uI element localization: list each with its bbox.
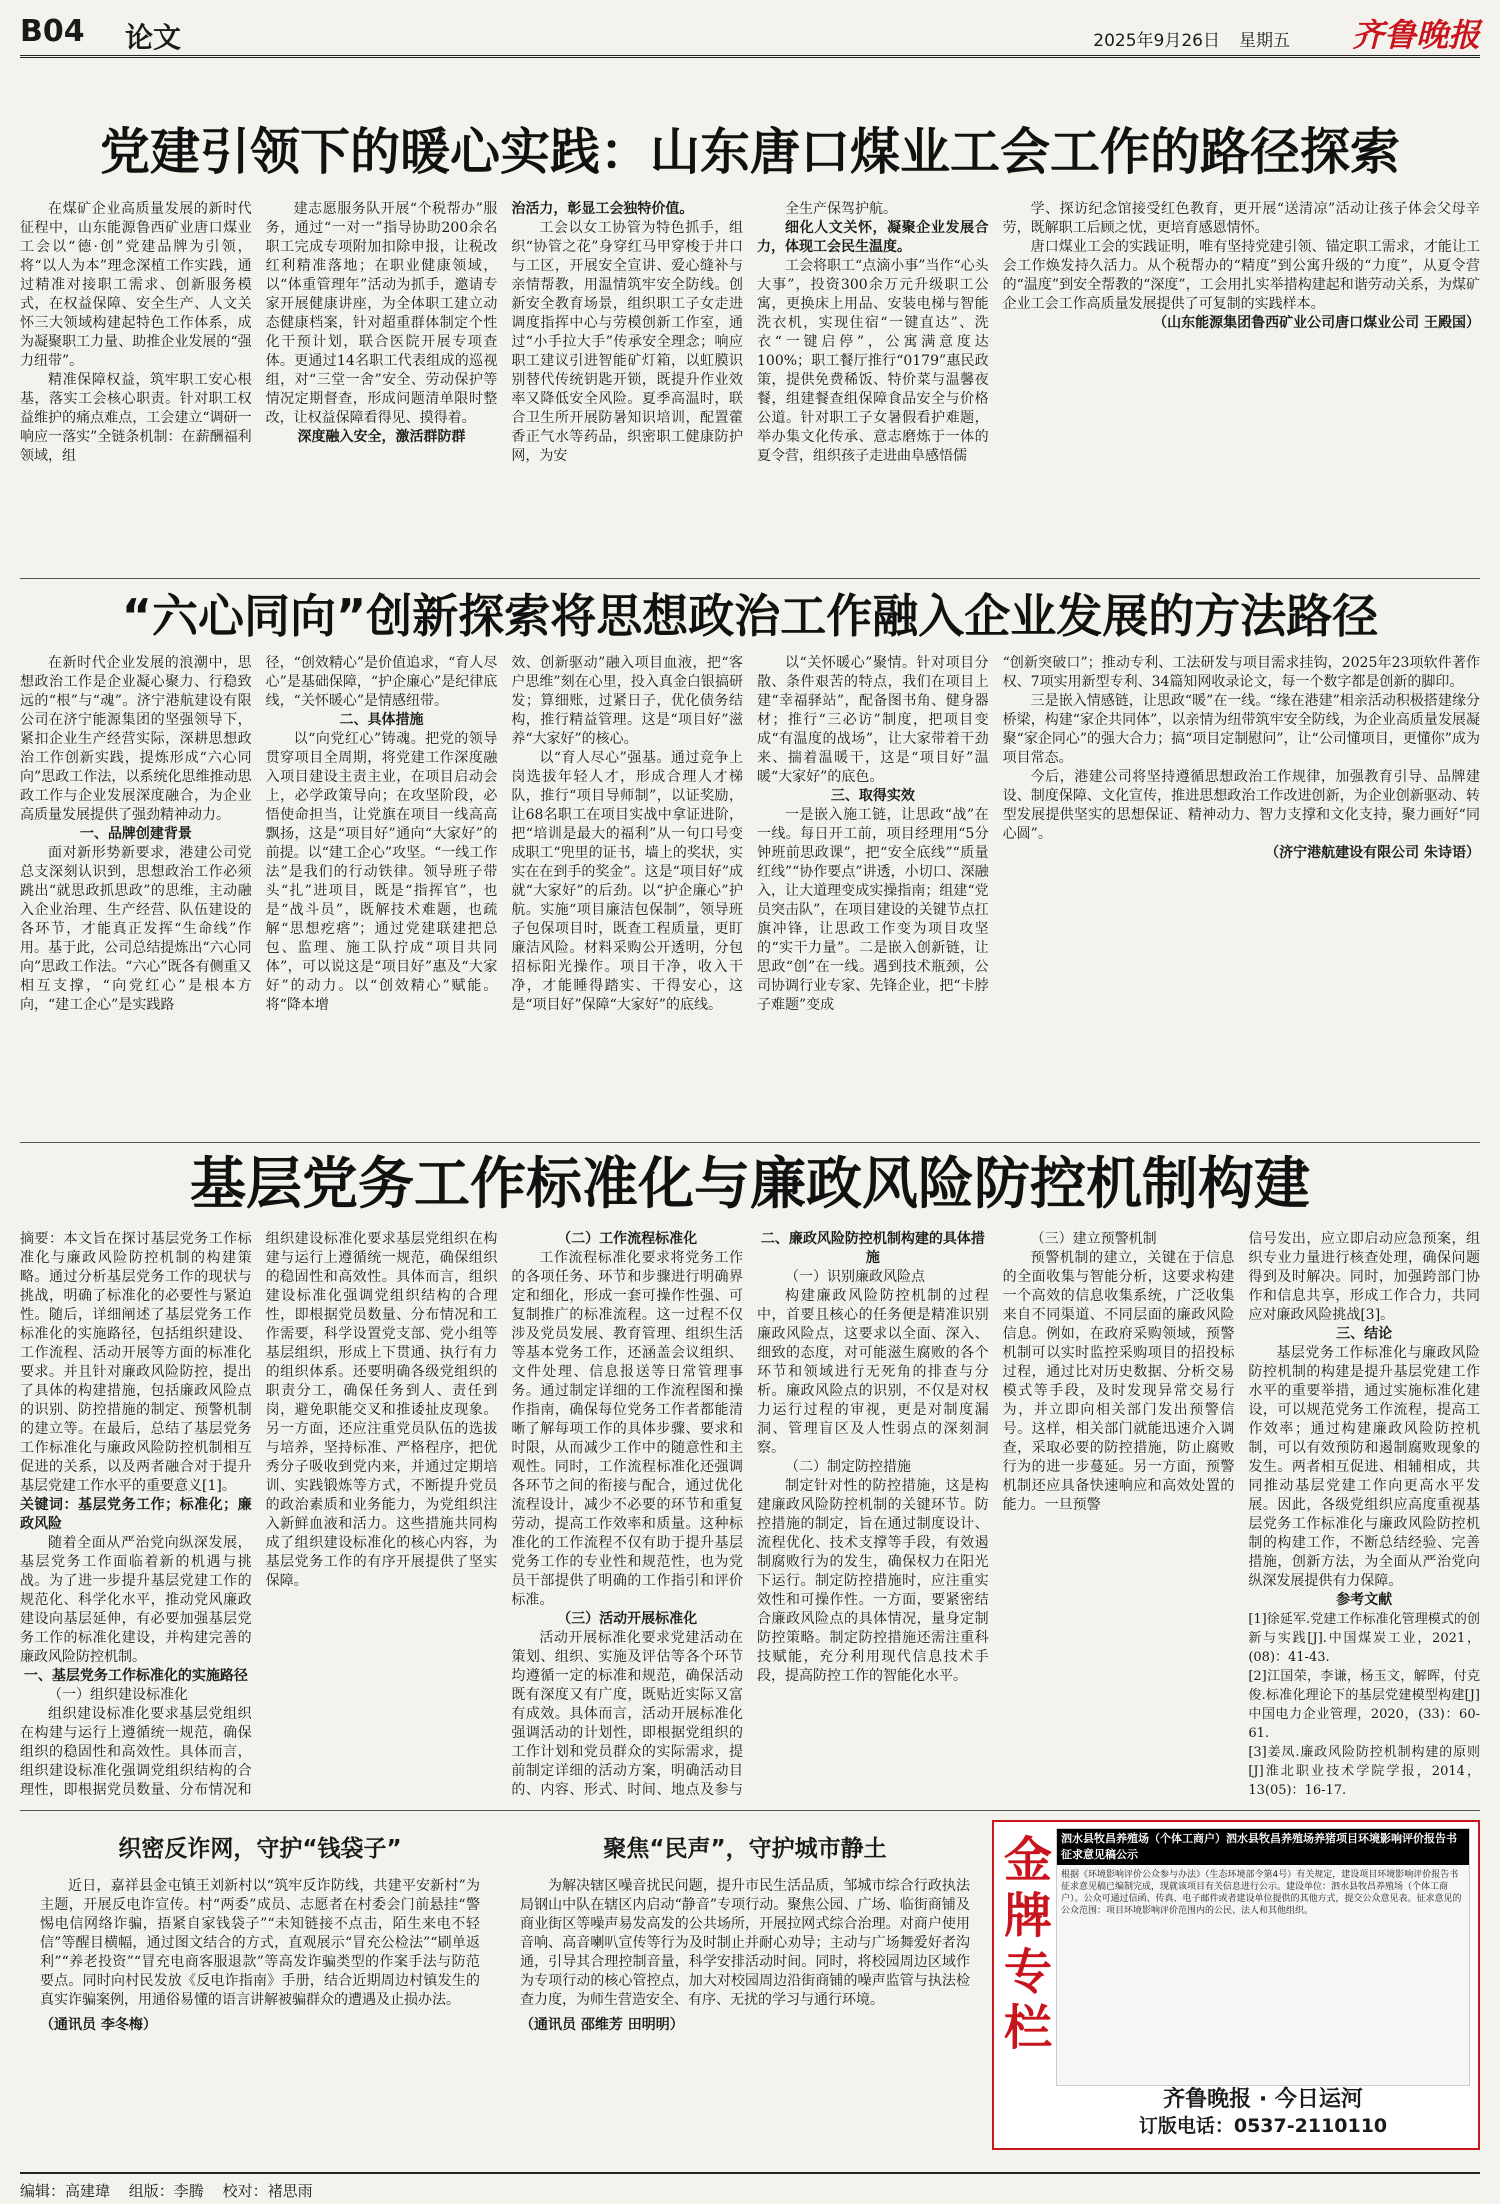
article2-para: 径，“创效精心”是价值追求，“育人尽心”是基础保障，“护企廉心”是纪律底线，“关怀暖心”是情感纽带。: [265, 655, 498, 709]
article3-para: 工作流程标准化要求将党务工作的各项任务、环节和步骤进行明确界定和细化，形成一套可操作性强、可复制推广的标准流程。这一过程不仅涉及党员发展、教育管理、组织生活等基本党务工作，还涵盖会议组织、文件处理、信息报送等日常管理事务。通过制定详细的工作流程图和操作指南，确保每位党务工作者都能清晰了解每项工作的具体步骤、要求和时限，从而减少工作中的随意性和主观性。同时，工作流程标准化还强调各环节之间的衔接与配合，通过优化流程设计，减少不必要的环节和重复劳动，提高工作效率和质量。这种标准化的工作流程不仅有助于提升基层党务工作的专业性和规范性，也为党员干部提供了明确的工作指引和评价标准。: [511, 1250, 743, 1608]
article3-reference: [3]姜凤.廉政风险防控机制构建的原则[J]淮北职业技术学院学报，2014，13(05)：16-17.: [1248, 1745, 1480, 1798]
article1-para: 工会将职工“点滴小事”当作“心头大事”，投资300余万元升级职工公寓，更换床上用品、安装电梯与智能洗衣机，实现住宿“一键直达”、洗衣“一键启停”，公寓满意度达100%；职工餐厅推行“0179”惠民政策，提供免费稀饭、特价菜与温馨夜餐，组建餐查组保障食品安全与价格公道。针对职工子女暑假看护难题，举办集文化传承、意志磨炼于一体的夏令营，组织孩子走进曲阜感悟儒: [757, 258, 989, 464]
ad-footer: [1056, 2086, 1470, 2142]
article2-subhead: 一、品牌创建背景: [79, 826, 192, 842]
article3-subhead: （一）识别廉政风险点: [785, 1269, 925, 1285]
article2-para: 在新时代企业发展的浪潮中，思想政治工作是企业凝心聚力、行稳致远的“根”与“魂”。济宁港航建设有限公司在济宁能源集团的坚强领导下，紧扣企业生产经营实际，深耕思想政治工作创新实践，提炼形成“六心同向”思政工作法，以系统化思维推动思政工作与企业发展深度融合，为企业高质量发展提供了强劲精神动力。: [20, 655, 252, 823]
article3-para: 组织建设标准化要求基层党组织在构建与运行上遵循统一规范，确保组织的稳固性和高效性。具体而言，组织建设标准化强调党组织结构的合理性，即根据党员数量、分布情况和工作需要，科学设置党支部、党小组等基层组织，形成上下贯通、执行有力的组织体系。还要明确各级党组织的职责分工，确保任务到人、责任到岗，避免职能交叉和推诿扯皮现象。另一方面，还应注重党员队伍的选拔与培养，坚持标准、严格程序，把优秀分子吸收到党内来，并通过定期培训、实践锻炼等方式，不断提升党员的政治素质和业务能力，为党组织注入新鲜血液和活力。这些措施共同构成了组织建设标准化的核心内容，为基层党务工作的有序开展提供了坚实保障。: [265, 1231, 498, 1589]
footer-layout: 组版：李腾: [128, 2182, 204, 2200]
brief2-body: 为解决辖区噪音扰民问题，提升市民生活品质，邹城市综合行政执法局钢山中队在辖区内启动“静音”专项行动。聚焦公园、广场、临街商铺及商业街区等噪声易发高发的公共场所，开展拉网式综合治理。对商户使用音响、高音喇叭宣传等行为及时制止并耐心劝导；主动与广场舞爱好者沟通，引导其合理控制音量，科学安排活动时间。同时，将校园周边区域作为专项行动的核心管控点，加大对校园周边沿街商铺的噪声监管与执法检查力度，为师生营造安全、有序、无扰的学习与通行环境。: [520, 1878, 970, 2008]
article1-para: 唐口煤业工会的实践证明，唯有坚持党建引领、锚定职工需求，才能让工会工作焕发持久活力。从个税帮办的“精度”到公寓升级的“力度”，从夏令营的“温度”到安全帮教的“深度”，工会用扎实举措构建起和谐劳动关系，为煤矿企业工会工作高质量发展提供了可复制的实践样本。: [1002, 239, 1480, 312]
footer-editor: 编辑：高建瑋: [20, 2182, 111, 2200]
article2-para: 一是嵌入施工链，让思政“战”在一线。每日开工前，项目经理用“5分钟班前思政课”，把“安全底线”“质量红线”“协作要点”讲透，小切口、深融入，让大道理变成实操指南；组建“党员突击队”，在项目建设的关键节点扛旗冲锋，让思政工作变为项目攻坚的“实干力量”。二是嵌入创新链，让思政“创”在一线。遇到技术瓶颈，公司协调行业专家、先锋企业，把“卡脖子难题”变成: [757, 807, 989, 1013]
article3-keywords: 关键词：基层党务工作；标准化；廉政风险: [20, 1497, 252, 1532]
ad-brand: 齐鲁晚报 · 今日运河: [1163, 2087, 1363, 2112]
article2-para: 面对新形势新要求，港建公司党总支深刻认识到，思想政治工作必须跳出“就思政抓思政”的思维，主动融入企业治理、生产经营、队伍建设的各环节，才能真正发挥“生命线”作用。基于此，公司总结提炼出“六心同向”思政工作法。“六心”既各有侧重又相互支撑，“向党红心”是根本方向，“建工企心”是实践路: [20, 845, 252, 1013]
article3-subhead: （三）建立预警机制: [1030, 1231, 1157, 1247]
article2-para: 效、创新驱动”融入项目血液，把“客户思维”刻在心里，投入真金白银搞研发；算细账，过紧日子，优化债务结构，推行精益管理。这是“项目好”滋养“大家好”的核心。: [511, 655, 743, 747]
article1-para: 精准保障权益，筑牢职工安心根基，落实工会核心职责。针对职工权益维护的痛点难点，工会建立“调研一响应一落实”全链条机制：在薪酬福利领域，组: [20, 372, 252, 464]
article1-para: 在煤矿企业高质量发展的新时代征程中，山东能源鲁西矿业唐口煤业工会以“德·创”党建品牌为引领，将“以人为本”理念深植工作实践，通过精准对接职工需求、创新服务模式，在权益保障、安全生产、人文关怀三大领域构建起特色工作体系，成为凝聚职工力量、助推企业发展的“强力纽带”。: [20, 201, 252, 369]
article3-col6: [1248, 1230, 1480, 1800]
brief1-title: 织密反诈网，守护“钱袋子”: [118, 1836, 402, 1862]
article1-col2: [266, 200, 498, 570]
article2-para: 以“关怀暖心”聚情。针对项目分散、条件艰苦的特点，我们在项目上建“幸福驿站”，配备图书角、健身器材；推行“三必访”制度，把项目变成“有温度的战场”，让大家带着干劲来、揣着温暖干，这是“项目好”温暖“大家好”的底色。: [757, 655, 989, 785]
section-name: 论文: [125, 21, 182, 54]
article3-para: 信号发出，应立即启动应急预案，组织专业力量进行核查处理，确保问题得到及时解决。同时，加强跨部门协作和信息共享，形成工作合力，共同应对廉政风险挑战[3]。: [1248, 1231, 1480, 1323]
issue-date: 2025年9月26日: [1093, 31, 1220, 51]
article1-para: 全生产保驾护航。: [785, 201, 897, 217]
article1-subhead: 细化人文关怀，凝聚企业发展合力，体现工会民生温度。: [757, 220, 989, 255]
footer-proof: 校对：褚思雨: [222, 2182, 313, 2200]
article3-title: 基层党务工作标准化与廉政风险防控机制构建: [190, 1152, 1310, 1217]
article3-para: 组织建设标准化要求基层党组织在构建与运行上遵循统一规范，确保组织的稳固性和高效性。具体而言，组织建设标准化强调党组织结构的合理性，即根据党员数量、分布情况和: [20, 1706, 252, 1798]
article3-para: 预警机制的建立，关键在于信息的全面收集与智能分析，这要求构建一个高效的信息收集系统，广泛收集来自不同渠道、不同层面的廉政风险信息。例如，在政府采购领域，预警机制可以实时监控采购项目的招投标过程，通过比对历史数据、分析交易模式等手段，及时发现异常交易行为，并立即向相关部门发出预警信号。这样，相关部门就能迅速介入调查，采取必要的防控措施，防止腐败行为的进一步蔓延。另一方面，预警机制还应具备快速响应和高效处置的能力。一旦预警: [1002, 1250, 1235, 1513]
brief-article-2: [520, 1830, 970, 2130]
article3-subhead: 一、基层党务工作标准化的实施路径: [23, 1668, 248, 1684]
article3-para: 活动开展标准化要求党建活动在策划、组织、实施及评估等各个环节均遵循一定的标准和规范，确保活动既有深度又有广度，既贴近实际又富有成效。具体而言，活动开展标准化强调活动的计划性，即根据党组织的工作计划和党员群众的实际需求，提前制定详细的活动方案，明确活动目的、内容、形式、时间、地点及参与: [511, 1630, 743, 1798]
article2-para: 三是嵌入情感链，让思政“暖”在一线。“缘在港建”相亲活动积极搭建缘分桥梁，构建“家企共同体”，以亲情为纽带筑牢安全防线，为企业高质量发展凝聚“家企同心”的强大合力；搞“项目定制慰问”，让“公司懂项目，更懂你”成为项目常态。: [1002, 693, 1480, 766]
article3-refs-title: 参考文献: [1336, 1592, 1393, 1608]
article2-body: [20, 654, 1480, 1136]
brief-article-1: [40, 1830, 480, 2130]
ad-notice: [1056, 1828, 1470, 2086]
article1-col4: [757, 200, 989, 570]
article3-subhead: （一）组织建设标准化: [48, 1687, 188, 1703]
article1-para: 工会以女工协管为特色抓手，组织“协管之花”身穿红马甲穿梭于井口与工区，开展安全宣讲、爱心缝补与亲情帮教，用温情筑牢安全防线。创新安全教育场景，组织职工子女走进调度指挥中心与劳模创新工作室，通过“小手拉大手”传承安全理念；响应职工建议引进智能矿灯箱，以虹膜识别替代传统钥匙开锁，既提升作业效率又降低安全风险。夏季高温时，联合卫生所开展防暑知识培训，配置藿香正气水等药品，织密职工健康防护网，为安: [511, 220, 743, 464]
article1-col3: [511, 200, 743, 570]
article3-col4: [757, 1230, 989, 1800]
article3-subhead: （二）制定防控措施: [785, 1459, 911, 1475]
brief1-author: （通讯员 李冬梅）: [40, 2017, 157, 2033]
article3-para: 制定针对性的防控措施，这是构建廉政风险防控机制的关键环节。防控措施的制定，旨在通过制度设计、流程优化、技术支撑等手段，有效遏制腐败行为的发生，确保权力在阳光下运行。制定防控措施时，应注重实效性和可操作性。一方面，要紧密结合廉政风险点的具体情况，量身定制防控策略。制定防控措施还需注重科技赋能，充分利用现代信息技术手段，提高防控工作的智能化水平。: [757, 1478, 989, 1684]
article1-title: 党建引领下的暖心实践：山东唐口煤业工会工作的路径探索: [100, 123, 1400, 181]
article1-subhead: 治活力，彰显工会独特价值。: [511, 201, 694, 217]
article1-col1: [20, 200, 252, 570]
article3-reference: [2]江国荣，李谦，杨玉文，解晖，付克俊.标准化理论下的基层党建模型构建[J]中国电力企业管理，2020，(33)：60-61.: [1248, 1669, 1480, 1741]
article1-para: 学、探访纪念馆接受红色教育，更开展“送清凉”活动让孩子体会父母辛劳，既解职工后顾之忧，更培育感恩情怀。: [1002, 201, 1480, 236]
article3-subhead: （二）工作流程标准化: [557, 1231, 698, 1247]
brief2-author: （通讯员 邵维芳 田明明）: [520, 2017, 684, 2033]
issue-weekday: 星期五: [1239, 31, 1290, 51]
ad-notice-title: 泗水县牧昌养殖场（个体工商户）泗水县牧昌养殖场养猪项目环境影响评价报告书征求意见稿公示: [1057, 1829, 1469, 1865]
article3-col1: [20, 1230, 252, 1800]
article3-subhead: （三）活动开展标准化: [557, 1611, 698, 1627]
article3-para: 构建廉政风险防控机制的过程中，首要且核心的任务便是精准识别廉政风险点，这要求以全面、深入、细致的态度，对可能滋生腐败的各个环节和领域进行无死角的排查与分析。廉政风险点的识别，不仅是对权力运行过程的审视，更是对制度漏洞、管理盲区及人性弱点的深刻洞察。: [757, 1288, 989, 1456]
article2-para: 以“向党红心”铸魂。把党的领导贯穿项目全周期，将党建工作深度融入项目建设主责主业，在项目启动会上，必学政策导向；在攻坚阶段，必悟使命担当，让党旗在项目一线高高飘扬，这是“项目好”通向“大家好”的前提。以“建工企心”攻坚。“一线工作法”是我们的行动铁律。领导班子带头“扎”进项目，既是“指挥官”，也是“战斗员”，既解技术难题，也疏解“思想疙瘩”；通过党建联建把总包、监理、施工队拧成“项目共同体”，可以说这是“项目好”惠及“大家好”的动力。以“创效精心”赋能。将“降本增: [265, 731, 498, 1013]
page-footer: [20, 2172, 1480, 2201]
article3-body: [20, 1230, 1480, 1800]
ad-vertical-title: 金牌专栏: [1003, 1832, 1052, 2056]
article1-para: 建志愿服务队开展“个税帮办”服务，通过“一对一”指导协助200余名职工完成专项附加扣除申报，让税改红利精准落地；在职业健康领域，以“体重管理年”活动为抓手，邀请专家开展健康讲座，为全体职工建立动态健康档案，针对超重群体制定个性化干预计划，联合医院开展专项查体。更通过14名职工代表组成的巡视组，对“三堂一舍”安全、劳动保护等情况定期督查，形成问题清单限时整改，让权益保障看得见、摸得着。: [265, 201, 498, 426]
divider: [20, 1142, 1480, 1143]
ad-phone: 订版电话：0537-2110110: [1138, 2115, 1388, 2137]
article3-para: 随着全面从严治党向纵深发展，基层党务工作面临着新的机遇与挑战。为了进一步提升基层党建工作的规范化、科学化水平，推动党风廉政建设向基层延伸，有必要加强基层党务工作的标准化建设，并构建完善的廉政风险防控机制。: [20, 1535, 252, 1665]
article2-title: “六心同向”创新探索将思想政治工作融入企业发展的方法路径: [121, 589, 1379, 643]
article2-subhead: 三、取得实效: [830, 788, 915, 804]
article3-col2: [266, 1230, 498, 1800]
article2-col2: [266, 654, 498, 1136]
article2-col4: [757, 654, 989, 1136]
page-number: B04: [20, 14, 85, 49]
brief1-body: 近日，嘉祥县金屯镇王刘新村以“筑牢反诈防线，共建平安新村”为主题，开展反电诈宣传。村“两委”成员、志愿者在村委会门前悬挂“警惕电信网络诈骗，捂紧自家钱袋子”“未知链接不点击，陌生来电不轻信”等醒目横幅，通过图文结合的方式，直观展示“冒充公检法”“刷单返利”“养老投资”“冒充电商客服退款”等高发诈骗类型的作案手法与防范要点。同时向村民发放《反电诈指南》手册，结合近期周边村镇发生的真实诈骗案例，用通俗易懂的语言讲解被骗群众的遭遇及止损办法。: [40, 1878, 480, 2008]
article2-col3: [511, 654, 743, 1136]
article2-col1: [20, 654, 252, 1136]
article2-col5: [1003, 654, 1480, 1136]
article2-para: “创新突破口”；推动专利、工法研发与项目需求挂钩，2025年23项软件著作权、7项实用新型专利、34篇知网收录论文，每一个数字都是创新的脚印。: [1002, 655, 1480, 690]
article3-col3: [511, 1230, 743, 1800]
newspaper-logo: 齐鲁晚报: [1351, 16, 1480, 54]
ad-column: [992, 1820, 1480, 2150]
article3-reference: [1]徐延军.党建工作标准化管理模式的创新与实践[J].中国煤炭工业，2021，(08)：41-43.: [1248, 1612, 1480, 1665]
article1-body: [20, 200, 1480, 570]
page-header: [20, 10, 1480, 58]
divider: [20, 578, 1480, 579]
article2-para: 今后，港建公司将坚持遵循思想政治工作规律，加强教育引导、品牌建设、制度保障、文化宣传，推进思想政治工作改进创新，为企业创新驱动、转型发展提供坚实的思想保证、精神动力、智力支撑和文化支持，聚力画好“同心圆”。: [1002, 769, 1480, 842]
article1-author: （山东能源集团鲁西矿业公司唐口煤业公司 王殿国）: [1153, 315, 1480, 331]
brief2-title: 聚焦“民声”，守护城市静土: [603, 1836, 887, 1862]
article3-subhead: 二、廉政风险防控机制构建的具体措施: [760, 1231, 985, 1266]
article2-subhead: 二、具体措施: [339, 712, 424, 728]
article3-abstract: 摘要：本文旨在探讨基层党务工作标准化与廉政风险防控机制的构建策略。通过分析基层党务工作的现状与挑战，明确了标准化的必要性与紧迫性。随后，详细阐述了基层党务工作标准化的实施路径，包括组织建设、工作流程、活动开展等方面的标准化要求。并且针对廉政风险防控，提出了具体的构建措施，包括廉政风险点的识别、防控措施的制定、预警机制的建立等。在最后，总结了基层党务工作标准化与廉政风险防控机制相互促进的关系，以及两者融合对于提升基层党建工作水平的重要意义[1]。: [20, 1231, 252, 1494]
article1-col5: [1003, 200, 1480, 570]
article2-para: 以“育人尽心”强基。通过竞争上岗选拔年轻人才，形成合理人才梯队，推行“项目导师制”，以证奖励，让68名职工在项目实战中拿证进阶，把“培训是最大的福利”从一句口号变成职工“兜里的证书，墙上的奖状，实实在在到手的奖金”。这是“项目好”成就“大家好”的后劲。以“护企廉心”护航。实施“项目廉洁包保制”，领导班子包保项目时，既查工程质量，更盯廉洁风险。材料采购公开透明，分包招标阳光操作。项目干净，收入干净，才能睡得踏实、干得安心，这是“项目好”保障“大家好”的底线。: [511, 750, 743, 1013]
article3-col5: [1003, 1230, 1235, 1800]
divider: [20, 1810, 1480, 1811]
article1-subhead: 深度融入安全，激活群防群: [297, 429, 466, 445]
article3-subhead: 三、结论: [1336, 1326, 1393, 1342]
article3-para: 基层党务工作标准化与廉政风险防控机制的构建是提升基层党建工作水平的重要举措，通过实施标准化建设，可以规范党务工作流程，提高工作效率；通过构建廉政风险防控机制，可以有效预防和遏制腐败现象的发生。两者相互促进、相辅相成，共同推动基层党建工作向更高水平发展。因此，各级党组织应高度重视基层党务工作标准化与廉政风险防控机制的构建工作，不断总结经验、完善措施，创新方法，为全面从严治党向纵深发展提供有力保障。: [1248, 1345, 1480, 1589]
ad-notice-body: 根据《环境影响评价公众参与办法》（生态环境部令第4号）有关规定，建设项目环境影响评价报告书征求意见稿已编制完成，现就该项目有关信息进行公示。建设单位：泗水县牧昌养殖场（个体工商户）。公众可通过信函、传真、电子邮件或者建设单位提供的其他方式，提交公众意见表。征求意见的公众范围：项目环境影响评价范围内的公民、法人和其他组织。: [1061, 1870, 1462, 1916]
article2-author: （济宁港航建设有限公司 朱诗语）: [1265, 845, 1480, 861]
